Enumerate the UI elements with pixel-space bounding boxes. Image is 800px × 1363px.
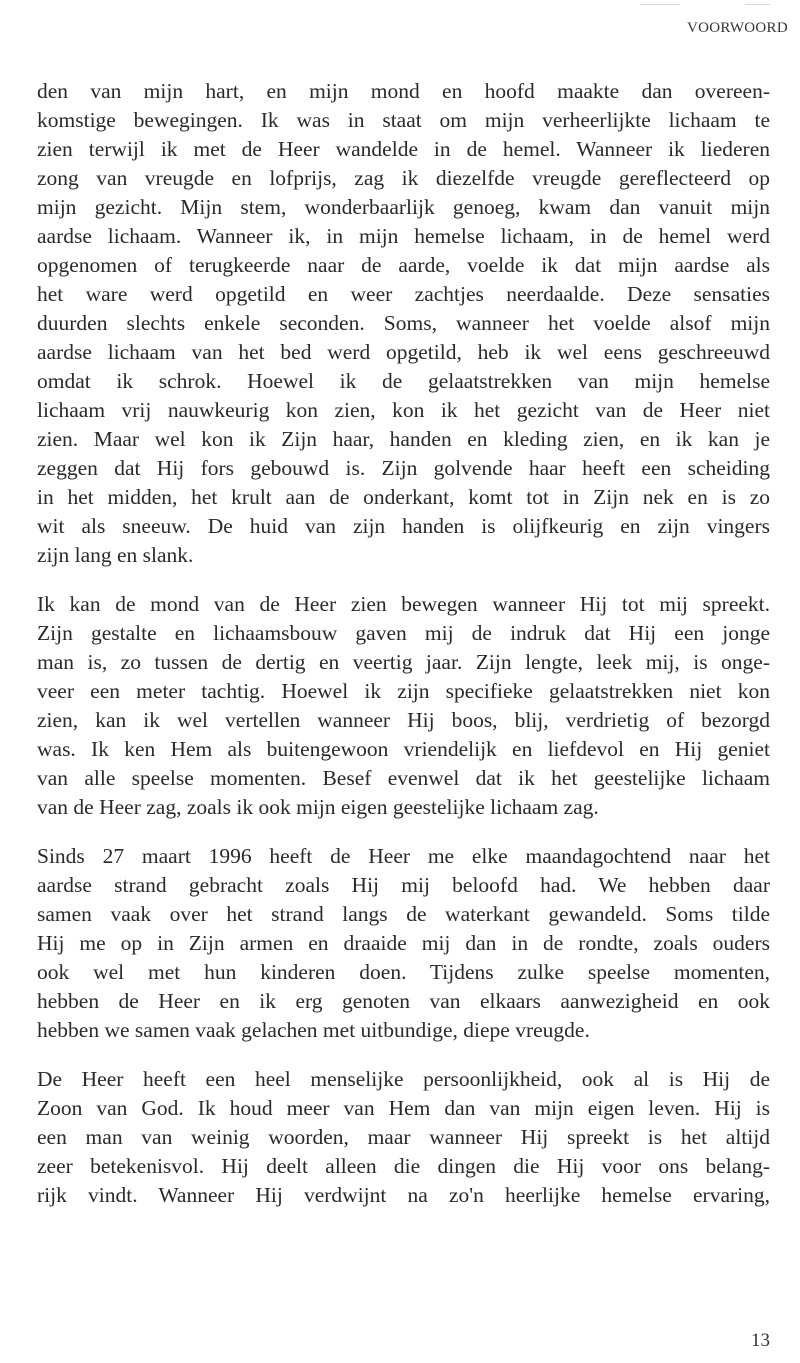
text-line: zeggen dat Hij fors gebouwd is. Zijn golvende haar heeft een scheiding [37,456,770,480]
paragraph-spacer [37,570,770,590]
text-line: hebben de Heer en ik erg genoten van elkaars aanwezigheid en ook [37,989,770,1013]
text-line: Ik kan de mond van de Heer zien bewegen wanneer Hij tot mij spreekt. [37,592,770,616]
paragraph [37,77,770,570]
text-line: mijn gezicht. Mijn stem, wonderbaarlijk genoeg, kwam dan vanuit mijn [37,195,770,219]
paragraph [37,590,770,822]
text-line: De Heer heeft een heel menselijke persoonlijkheid, ook al is Hij de [37,1067,770,1091]
text-line: zien terwijl ik met de Heer wandelde in de hemel. Wanneer ik liederen [37,137,770,161]
scan-artifact-line [640,4,680,5]
text-line: het ware werd opgetild en weer zachtjes neerdaalde. Deze sensaties [37,282,770,306]
text-line: zeer betekenisvol. Hij deelt alleen die dingen die Hij voor ons belang- [37,1154,770,1178]
text-line: aardse lichaam. Wanneer ik, in mijn hemelse lichaam, in de hemel werd [37,224,770,248]
paragraph [37,842,770,1045]
running-head: VOORWOORD [686,20,788,36]
text-line: zong van vreugde en lofprijs, zag ik diezelfde vreugde gereflecteerd op [37,166,770,190]
text-line: van de Heer zag, zoals ik ook mijn eigen geestelijke lichaam zag. [37,795,599,819]
text-line: samen vaak over het strand langs de waterkant gewandeld. Soms tilde [37,902,770,926]
text-line: in het midden, het krult aan de onderkant, komt tot in Zijn nek en is zo [37,485,770,509]
scan-artifact-line [745,4,770,5]
text-line: Zoon van God. Ik houd meer van Hem dan van mijn eigen leven. Hij is [37,1096,770,1120]
text-line: den van mijn hart, en mijn mond en hoofd maakte dan overeen- [37,79,770,103]
text-line: een man van weinig woorden, maar wanneer Hij spreekt is het altijd [37,1125,770,1149]
body-text [37,77,770,1210]
text-line: Sinds 27 maart 1996 heeft de Heer me elke maandagochtend naar het [37,844,770,868]
text-line: was. Ik ken Hem als buitengewoon vriendelijk en liefdevol en Hij geniet [37,737,770,761]
paragraph-spacer [37,822,770,842]
text-line: lichaam vrij nauwkeurig kon zien, kon ik het gezicht van de Heer niet [37,398,770,422]
paragraph [37,1065,770,1210]
paragraph-spacer [37,1045,770,1065]
text-line: Hij me op in Zijn armen en draaide mij dan in de rondte, zoals ouders [37,931,770,955]
text-line: komstige bewegingen. Ik was in staat om mijn verheerlijkte lichaam te [37,108,770,132]
text-line: wit als sneeuw. De huid van zijn handen is olijfkeurig en zijn vingers [37,514,770,538]
text-line: duurden slechts enkele seconden. Soms, wanneer het voelde alsof mijn [37,311,770,335]
text-line: hebben we samen vaak gelachen met uitbundige, diepe vreugde. [37,1018,590,1042]
text-line: zien. Maar wel kon ik Zijn haar, handen en kleding zien, en ik kan je [37,427,770,451]
text-line: aardse lichaam van het bed werd opgetild, heb ik wel eens geschreeuwd [37,340,770,364]
text-line: opgenomen of terugkeerde naar de aarde, voelde ik dat mijn aardse als [37,253,770,277]
text-line: man is, zo tussen de dertig en veertig jaar. Zijn lengte, leek mij, is onge- [37,650,770,674]
text-line: zien, kan ik wel vertellen wanneer Hij boos, blij, verdrietig of bezorgd [37,708,770,732]
text-line: omdat ik schrok. Hoewel ik de gelaatstrekken van mijn hemelse [37,369,770,393]
text-line: ook wel met hun kinderen doen. Tijdens zulke speelse momenten, [37,960,770,984]
text-line: rijk vindt. Wanneer Hij verdwijnt na zo'n heerlijke hemelse ervaring, [37,1183,770,1207]
page-number: 13 [751,1330,770,1351]
text-line: Zijn gestalte en lichaamsbouw gaven mij de indruk dat Hij een jonge [37,621,770,645]
text-line: zijn lang en slank. [37,543,194,567]
text-line: van alle speelse momenten. Besef evenwel dat ik het geestelijke lichaam [37,766,770,790]
text-line: veer een meter tachtig. Hoewel ik zijn specifieke gelaatstrekken niet kon [37,679,770,703]
text-line: aardse strand gebracht zoals Hij mij beloofd had. We hebben daar [37,873,770,897]
